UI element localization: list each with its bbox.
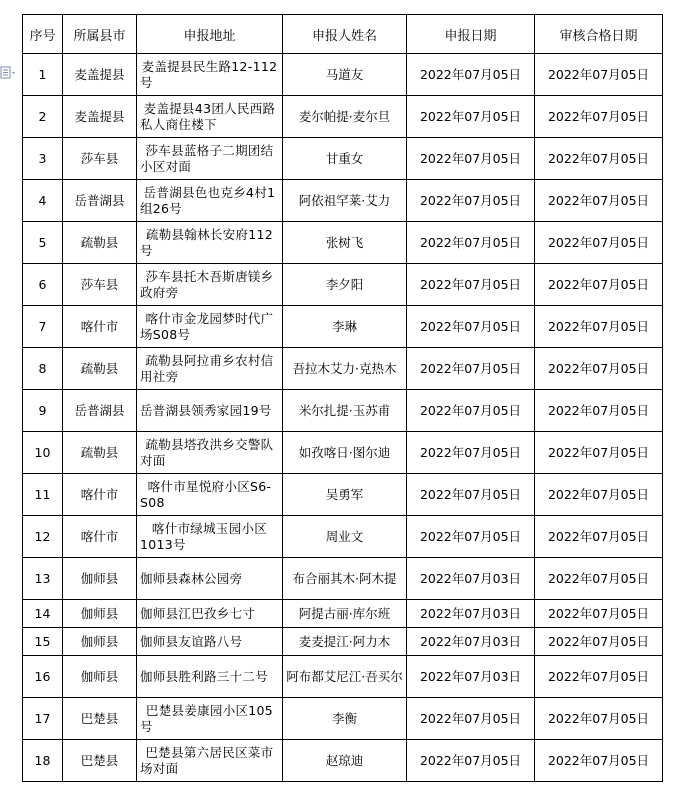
table-body bbox=[23, 54, 663, 782]
row-county: 伽师县 bbox=[63, 600, 137, 628]
table-row bbox=[23, 180, 663, 222]
row-serial-no: 15 bbox=[23, 628, 63, 656]
row-applicant-name: 李琳 bbox=[283, 306, 407, 348]
row-county: 麦盖提县 bbox=[63, 54, 137, 96]
row-address: 伽师县森林公园旁 bbox=[137, 558, 283, 600]
table-row bbox=[23, 54, 663, 96]
row-approve-date: 2022年07月05日 bbox=[535, 558, 663, 600]
row-county: 岳普湖县 bbox=[63, 180, 137, 222]
row-apply-date: 2022年07月05日 bbox=[407, 740, 535, 782]
row-apply-date: 2022年07月03日 bbox=[407, 628, 535, 656]
row-applicant-name: 阿布都艾尼江·吾买尔 bbox=[283, 656, 407, 698]
row-approve-date: 2022年07月05日 bbox=[535, 180, 663, 222]
row-address: 喀什市星悦府小区S6-S08 bbox=[137, 474, 283, 516]
row-applicant-name: 张树飞 bbox=[283, 222, 407, 264]
row-serial-no: 9 bbox=[23, 390, 63, 432]
row-serial-no: 8 bbox=[23, 348, 63, 390]
row-county: 麦盖提县 bbox=[63, 96, 137, 138]
row-county: 伽师县 bbox=[63, 628, 137, 656]
table-row bbox=[23, 698, 663, 740]
row-serial-no: 2 bbox=[23, 96, 63, 138]
row-approve-date: 2022年07月05日 bbox=[535, 306, 663, 348]
row-applicant-name: 马道友 bbox=[283, 54, 407, 96]
row-apply-date: 2022年07月03日 bbox=[407, 558, 535, 600]
row-serial-no: 12 bbox=[23, 516, 63, 558]
row-serial-no: 10 bbox=[23, 432, 63, 474]
row-county: 莎车县 bbox=[63, 138, 137, 180]
table-row bbox=[23, 96, 663, 138]
row-serial-no: 3 bbox=[23, 138, 63, 180]
row-approve-date: 2022年07月05日 bbox=[535, 656, 663, 698]
row-county: 岳普湖县 bbox=[63, 390, 137, 432]
table-row bbox=[23, 432, 663, 474]
row-approve-date: 2022年07月05日 bbox=[535, 432, 663, 474]
row-approve-date: 2022年07月05日 bbox=[535, 348, 663, 390]
row-approve-date: 2022年07月05日 bbox=[535, 628, 663, 656]
row-apply-date: 2022年07月05日 bbox=[407, 474, 535, 516]
row-apply-date: 2022年07月03日 bbox=[407, 656, 535, 698]
row-applicant-name: 吾拉木艾力·克热木 bbox=[283, 348, 407, 390]
table-row bbox=[23, 390, 663, 432]
row-county: 喀什市 bbox=[63, 306, 137, 348]
table-row bbox=[23, 264, 663, 306]
row-serial-no: 17 bbox=[23, 698, 63, 740]
row-county: 疏勒县 bbox=[63, 222, 137, 264]
row-address: 麦盖提县43团人民西路私人商住楼下 bbox=[137, 96, 283, 138]
row-serial-no: 5 bbox=[23, 222, 63, 264]
row-apply-date: 2022年07月05日 bbox=[407, 698, 535, 740]
row-address: 岳普湖县色也克乡4村1组26号 bbox=[137, 180, 283, 222]
row-address: 麦盖提县民生路12-112号 bbox=[137, 54, 283, 96]
row-address: 伽师县友谊路八号 bbox=[137, 628, 283, 656]
row-address: 疏勒县塔孜洪乡交警队对面 bbox=[137, 432, 283, 474]
row-serial-no: 18 bbox=[23, 740, 63, 782]
row-address: 莎车县托木吾斯唐镁乡政府旁 bbox=[137, 264, 283, 306]
table-row bbox=[23, 138, 663, 180]
header-apply-date: 申报日期 bbox=[407, 15, 535, 54]
row-serial-no: 11 bbox=[23, 474, 63, 516]
row-county: 巴楚县 bbox=[63, 740, 137, 782]
table-row bbox=[23, 628, 663, 656]
row-applicant-name: 赵琼迪 bbox=[283, 740, 407, 782]
row-apply-date: 2022年07月05日 bbox=[407, 264, 535, 306]
row-applicant-name: 如孜喀日·图尔迪 bbox=[283, 432, 407, 474]
header-approve-date: 审核合格日期 bbox=[535, 15, 663, 54]
row-county: 莎车县 bbox=[63, 264, 137, 306]
row-county: 疏勒县 bbox=[63, 432, 137, 474]
table-row bbox=[23, 656, 663, 698]
row-approve-date: 2022年07月05日 bbox=[535, 138, 663, 180]
row-serial-no: 7 bbox=[23, 306, 63, 348]
row-applicant-name: 麦麦提江·阿力木 bbox=[283, 628, 407, 656]
row-address: 伽师县胜利路三十二号 bbox=[137, 656, 283, 698]
row-apply-date: 2022年07月05日 bbox=[407, 516, 535, 558]
row-approve-date: 2022年07月05日 bbox=[535, 222, 663, 264]
row-address: 莎车县蓝格子二期团结小区对面 bbox=[137, 138, 283, 180]
row-approve-date: 2022年07月05日 bbox=[535, 96, 663, 138]
row-approve-date: 2022年07月05日 bbox=[535, 516, 663, 558]
row-applicant-name: 甘重女 bbox=[283, 138, 407, 180]
header-serial-no: 序号 bbox=[23, 15, 63, 54]
row-county: 巴楚县 bbox=[63, 698, 137, 740]
row-serial-no: 16 bbox=[23, 656, 63, 698]
row-applicant-name: 布合丽其木·阿木提 bbox=[283, 558, 407, 600]
table-row bbox=[23, 740, 663, 782]
row-apply-date: 2022年07月05日 bbox=[407, 180, 535, 222]
row-applicant-name: 阿依祖罕莱·艾力 bbox=[283, 180, 407, 222]
row-county: 喀什市 bbox=[63, 516, 137, 558]
row-applicant-name: 米尔扎提·玉苏甫 bbox=[283, 390, 407, 432]
row-county: 伽师县 bbox=[63, 656, 137, 698]
row-apply-date: 2022年07月05日 bbox=[407, 348, 535, 390]
row-address: 伽师县江巴孜乡七寸 bbox=[137, 600, 283, 628]
row-address: 喀什市绿城玉园小区1013号 bbox=[137, 516, 283, 558]
row-apply-date: 2022年07月05日 bbox=[407, 138, 535, 180]
row-address: 巴楚县姜康园小区105号 bbox=[137, 698, 283, 740]
header-applicant-name: 申报人姓名 bbox=[283, 15, 407, 54]
row-address: 岳普湖县领秀家园19号 bbox=[137, 390, 283, 432]
document-paste-icon[interactable] bbox=[0, 66, 18, 80]
row-applicant-name: 麦尔帕提·麦尔旦 bbox=[283, 96, 407, 138]
row-applicant-name: 阿提古丽·库尔班 bbox=[283, 600, 407, 628]
table-row bbox=[23, 348, 663, 390]
row-approve-date: 2022年07月05日 bbox=[535, 390, 663, 432]
table-row bbox=[23, 558, 663, 600]
table-row bbox=[23, 222, 663, 264]
row-county: 疏勒县 bbox=[63, 348, 137, 390]
row-apply-date: 2022年07月03日 bbox=[407, 600, 535, 628]
row-address: 疏勒县翰林长安府112号 bbox=[137, 222, 283, 264]
records-table bbox=[22, 14, 663, 782]
row-approve-date: 2022年07月05日 bbox=[535, 740, 663, 782]
row-approve-date: 2022年07月05日 bbox=[535, 474, 663, 516]
row-serial-no: 4 bbox=[23, 180, 63, 222]
row-applicant-name: 李夕阳 bbox=[283, 264, 407, 306]
row-apply-date: 2022年07月05日 bbox=[407, 222, 535, 264]
row-applicant-name: 周业文 bbox=[283, 516, 407, 558]
row-apply-date: 2022年07月05日 bbox=[407, 54, 535, 96]
row-county: 伽师县 bbox=[63, 558, 137, 600]
table-row bbox=[23, 600, 663, 628]
row-applicant-name: 李衡 bbox=[283, 698, 407, 740]
row-applicant-name: 吴勇军 bbox=[283, 474, 407, 516]
row-serial-no: 6 bbox=[23, 264, 63, 306]
header-address: 申报地址 bbox=[137, 15, 283, 54]
table-header-row bbox=[23, 15, 663, 54]
row-apply-date: 2022年07月05日 bbox=[407, 306, 535, 348]
row-approve-date: 2022年07月05日 bbox=[535, 600, 663, 628]
row-county: 喀什市 bbox=[63, 474, 137, 516]
row-approve-date: 2022年07月05日 bbox=[535, 264, 663, 306]
row-address: 喀什市金龙园梦时代广场S08号 bbox=[137, 306, 283, 348]
row-approve-date: 2022年07月05日 bbox=[535, 698, 663, 740]
row-serial-no: 13 bbox=[23, 558, 63, 600]
row-apply-date: 2022年07月05日 bbox=[407, 96, 535, 138]
row-address: 巴楚县第六居民区菜市场对面 bbox=[137, 740, 283, 782]
table-row bbox=[23, 516, 663, 558]
table-row bbox=[23, 474, 663, 516]
row-serial-no: 14 bbox=[23, 600, 63, 628]
row-serial-no: 1 bbox=[23, 54, 63, 96]
row-apply-date: 2022年07月05日 bbox=[407, 390, 535, 432]
row-approve-date: 2022年07月05日 bbox=[535, 54, 663, 96]
row-address: 疏勒县阿拉甫乡农村信用社旁 bbox=[137, 348, 283, 390]
row-apply-date: 2022年07月05日 bbox=[407, 432, 535, 474]
header-county: 所属县市 bbox=[63, 15, 137, 54]
table-row bbox=[23, 306, 663, 348]
